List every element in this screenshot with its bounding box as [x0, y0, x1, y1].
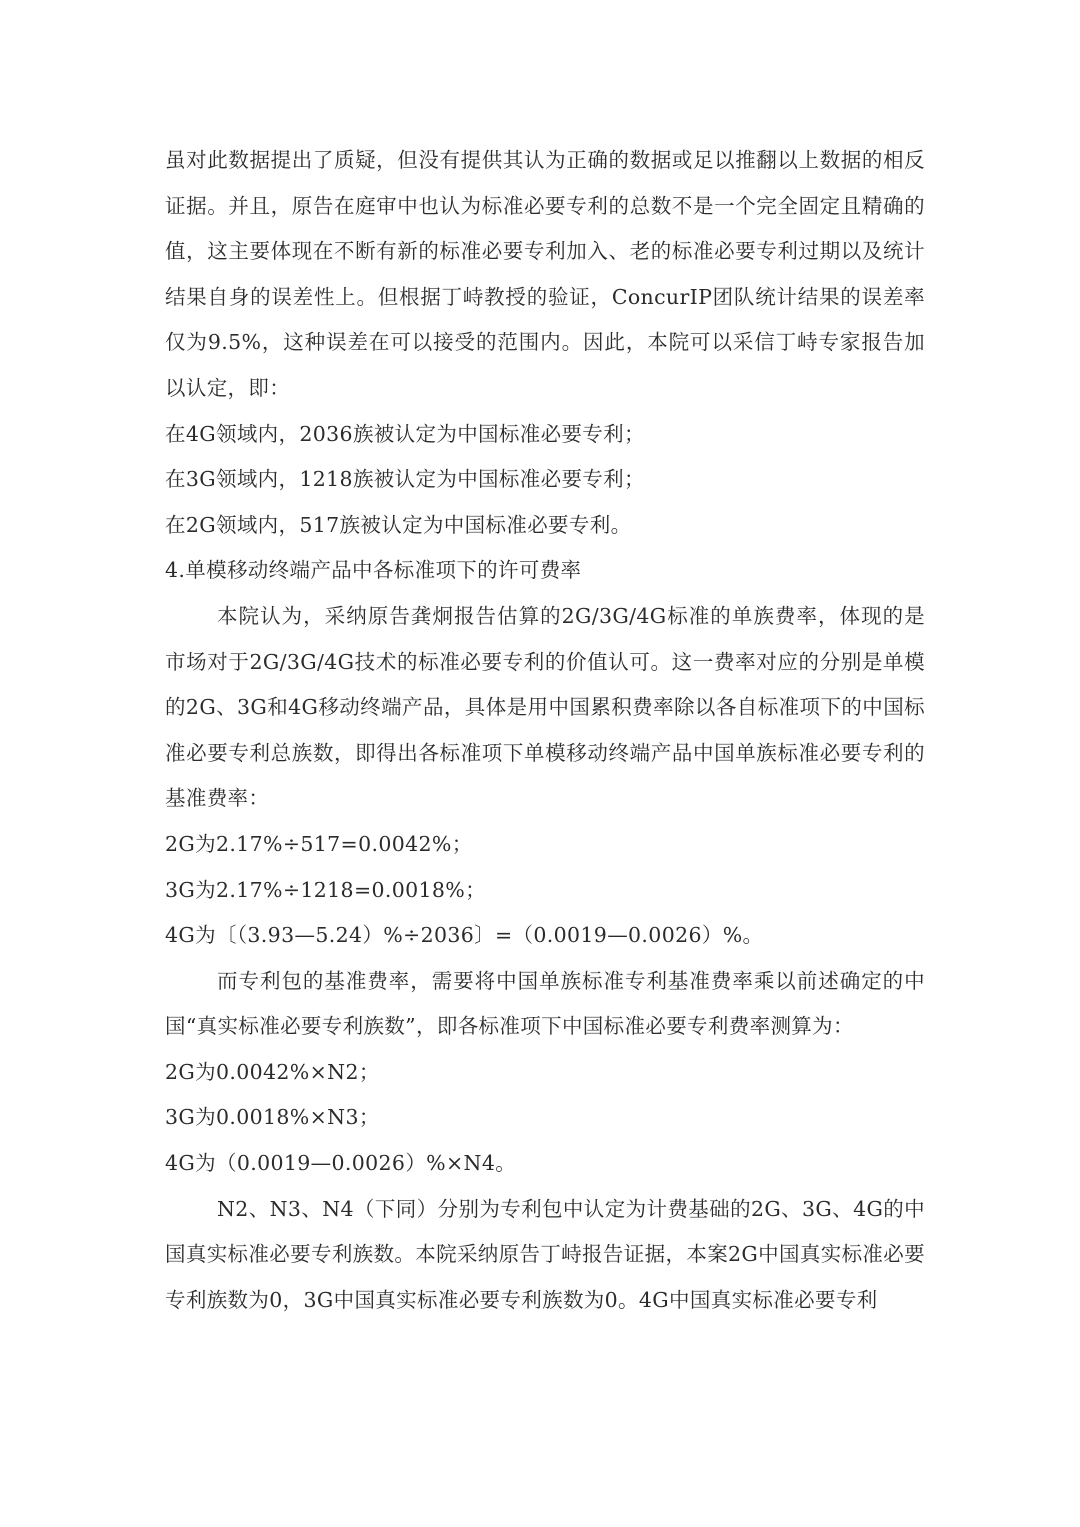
formula-3g-single-rate: 3G为2.17%÷1218=0.0018%； [165, 877, 486, 902]
formula-4g-single-rate: 4G为〔（3.93—5.24）%÷2036〕=（0.0019—0.0026）%。 [165, 923, 764, 948]
section-heading-license-rate: 4.单模移动终端产品中各标准项下的许可费率 [165, 558, 582, 583]
paragraph-true-sep-count: N2、N3、N4（下同）分别为专利包中认定为计费基础的2G、3G、4G的中国真实标准必要专利族数。本院采纳原告丁峙报告证据，本案2G中国真实标准必要专利族数为0，3G中国真实标准必要专利族数为0。4G中国真实标准必要专利 [165, 1196, 925, 1312]
paragraph-court-opinion-rate: 本院认为，采纳原告龚炯报告估算的2G/3G/4G标准的单族费率，体现的是市场对于2G/3G/4G技术的标准必要专利的价值认可。这一费率对应的分别是单模的2G、3G和4G移动终端产品，具体是用中国累积费率除以各自标准项下的中国标准必要专利总族数，即得出各标准项下单模移动终端产品中国单族标准必要专利的基准费率： [165, 603, 925, 811]
paragraph-evidence-continuation: 虽对此数据提出了质疑，但没有提供其认为正确的数据或足以推翻以上数据的相反证据。并且，原告在庭审中也认为标准必要专利的总数不是一个完全固定且精确的值，这主要体现在不断有新的标准必要专利加入、老的标准必要专利过期以及统计结果自身的误差性上。但根据丁峙教授的验证，ConcurIP团队统计结果的误差率仅为9.5%，这种误差在可以接受的范围内。因此，本院可以采信丁峙专家报告加以认定，即： [165, 148, 925, 400]
formula-4g-package-rate: 4G为（0.0019—0.0026）%×N4。 [165, 1151, 517, 1176]
formula-3g-package-rate: 3G为0.0018%×N3； [165, 1105, 380, 1130]
formula-2g-package-rate: 2G为0.0042%×N2； [165, 1059, 380, 1084]
list-item-3g-count: 在3G领域内，1218族被认定为中国标准必要专利； [165, 467, 645, 492]
list-item-4g-count: 在4G领域内，2036族被认定为中国标准必要专利； [165, 421, 645, 446]
formula-2g-single-rate: 2G为2.17%÷517=0.0042%； [165, 831, 473, 856]
list-item-2g-count: 在2G领域内，517族被认定为中国标准必要专利。 [165, 512, 632, 537]
paragraph-package-rate: 而专利包的基准费率，需要将中国单族标准专利基准费率乘以前述确定的中国“真实标准必要专利族数”，即各标准项下中国标准必要专利费率测算为： [165, 968, 925, 1039]
document-body [165, 138, 925, 1323]
